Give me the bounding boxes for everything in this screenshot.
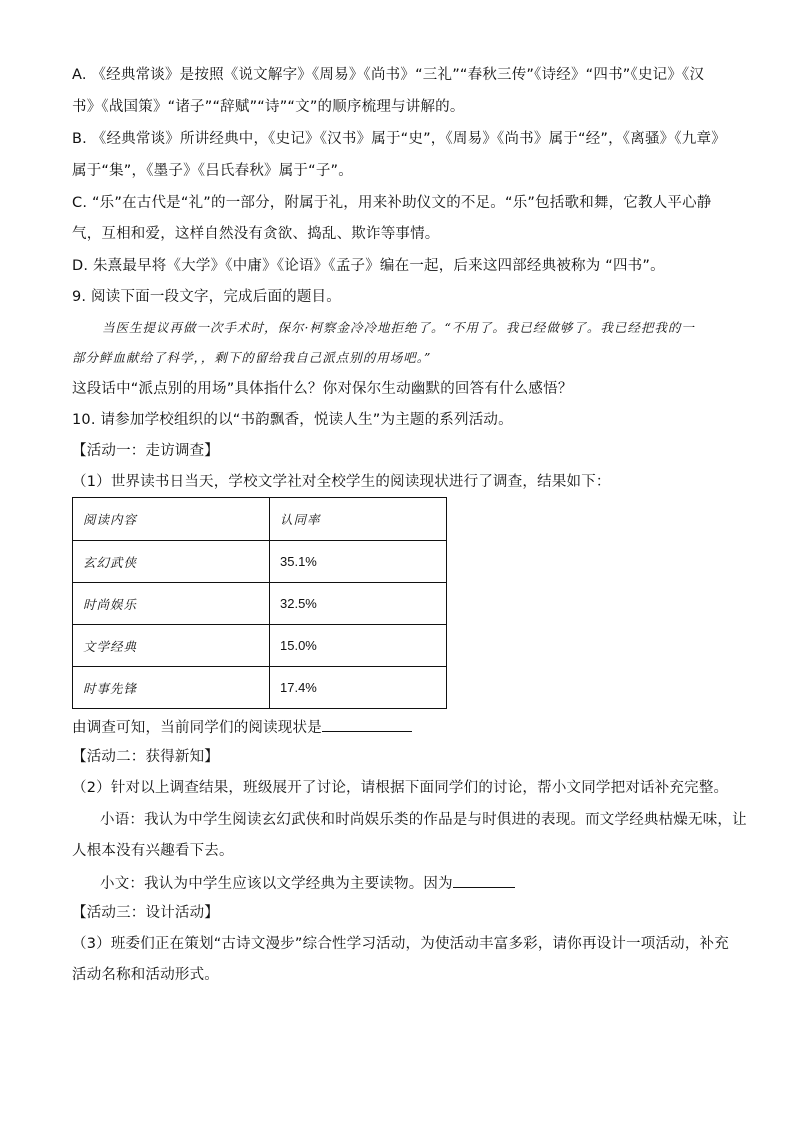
xiaowen-text: 小文：我认为中学生应该以文学经典为主要读物。因为: [100, 876, 453, 892]
question-9-passage-line1: 当医生提议再做一次手术时，保尔·柯察金冷冷地拒绝了。“不用了。我已经做够了。我已经把我的一: [102, 320, 695, 335]
table-cell-content: 文学经典: [73, 625, 270, 667]
question-10-title: 10. 请参加学校组织的以“书韵飘香，悦读人生”为主题的系列活动。: [72, 412, 513, 428]
option-a-line1: A. 《经典常谈》是按照《说文解字》《周易》《尚书》“三礼”“春秋三传”《诗经》“四书”《史记》《汉: [72, 67, 705, 83]
survey-conclusion: [72, 716, 412, 738]
table-row: [73, 541, 447, 583]
table-cell-content: 时尚娱乐: [73, 583, 270, 625]
option-b-line1: B. 《经典常谈》所讲经典中，《史记》《汉书》属于“史”，《周易》《尚书》属于“经”，《离骚》《九章》: [72, 131, 726, 147]
option-c-line1: C. “乐”在古代是“礼”的一部分，附属于礼，用来补助仪文的不足。“乐”包括歌和舞，它教人平心静: [72, 195, 712, 211]
table-cell-rate: 32.5%: [270, 583, 447, 625]
sub-question-2: （2）针对以上调查结果，班级展开了讨论，请根据下面同学们的讨论，帮小文同学把对话补充完整。: [72, 780, 729, 796]
question-9-prompt: 这段话中“派点别的用场”具体指什么？你对保尔生动幽默的回答有什么感悟？: [72, 381, 573, 397]
answer-blank[interactable]: [322, 716, 412, 732]
survey-table: [72, 497, 447, 709]
table-header-content: 阅读内容: [73, 498, 270, 541]
sub-question-3-line2: 活动名称和活动形式。: [72, 967, 219, 983]
sub-question-3-line1: （3）班委们正在策划“古诗文漫步”综合性学习活动，为使活动丰富多彩，请你再设计一项活动，补充: [72, 936, 729, 952]
option-d-line: D. 朱熹最早将《大学》《中庸》《论语》《孟子》编在一起，后来这四部经典被称为 “四书”。: [72, 258, 665, 274]
table-cell-rate: 17.4%: [270, 667, 447, 709]
answer-blank[interactable]: [453, 872, 515, 888]
table-row: [73, 667, 447, 709]
question-9-passage-line2: 部分鲜血献给了科学，，剩下的留给我自己派点别的用场吧。”: [72, 350, 432, 365]
option-a-line2: 书》《战国策》“诸子”“辞赋”“诗”“文”的顺序梳理与讲解的。: [72, 99, 465, 115]
question-9-title: 9. 阅读下面一段文字，完成后面的题目。: [72, 289, 341, 305]
option-c-line2: 气，互相和爱，这样自然没有贪欲、捣乱、欺诈等事情。: [72, 226, 440, 242]
table-header-row: [73, 498, 447, 541]
activity-2-heading: 【活动二：获得新知】: [72, 749, 219, 765]
option-b-line2: 属于“集”，《墨子》《吕氏春秋》属于“子”。: [72, 163, 353, 179]
activity-3-heading: 【活动三：设计活动】: [72, 905, 219, 921]
table-cell-content: 时事先锋: [73, 667, 270, 709]
survey-conclusion-text: 由调查可知，当前同学们的阅读现状是: [72, 720, 322, 736]
table-row: [73, 625, 447, 667]
xiaoyu-line1: 小语：我认为中学生阅读玄幻武侠和时尚娱乐类的作品是与时俱进的表现。而文学经典枯燥无味，让: [100, 812, 747, 828]
table-cell-rate: 35.1%: [270, 541, 447, 583]
table-row: [73, 583, 447, 625]
table-cell-content: 玄幻武侠: [73, 541, 270, 583]
xiaowen-line: [100, 872, 515, 894]
table-cell-rate: 15.0%: [270, 625, 447, 667]
activity-1-heading: 【活动一：走访调查】: [72, 443, 219, 459]
table-header-rate: 认同率: [270, 498, 447, 541]
sub-question-1: （1）世界读书日当天，学校文学社对全校学生的阅读现状进行了调查，结果如下：: [72, 474, 611, 490]
xiaoyu-line2: 人根本没有兴趣看下去。: [72, 843, 234, 859]
